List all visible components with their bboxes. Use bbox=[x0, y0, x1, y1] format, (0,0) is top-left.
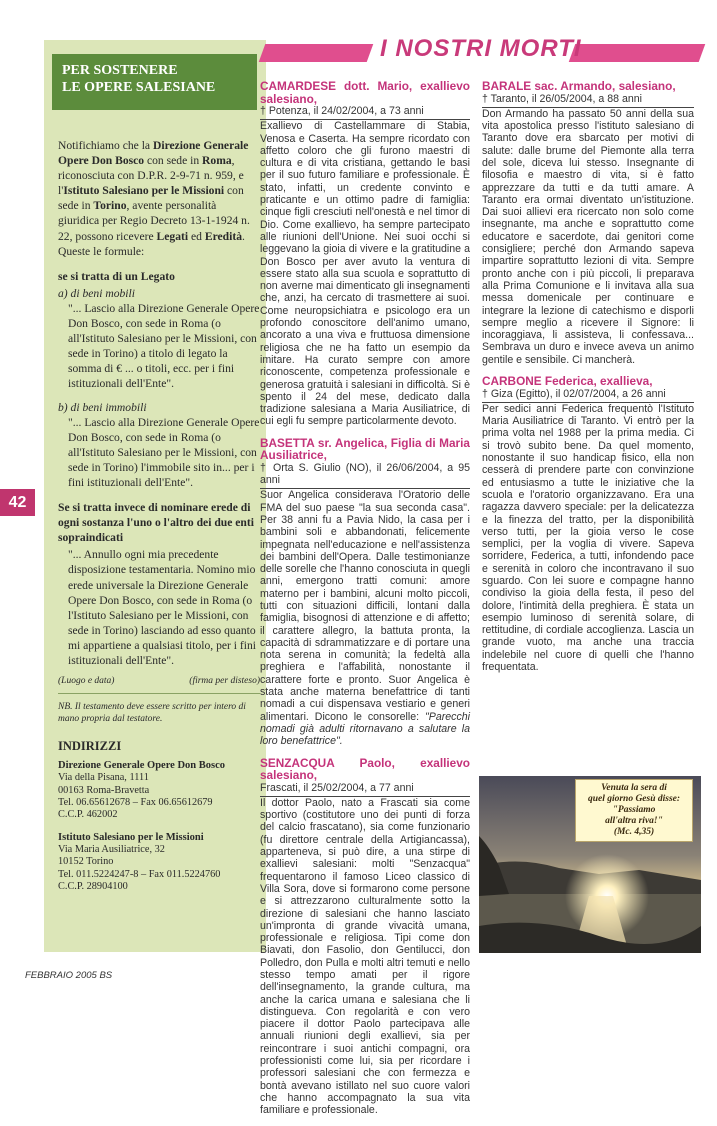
intro-text: . Queste le formule: bbox=[58, 229, 245, 258]
erede-text: "... Annullo ogni mia precedente disposizione testamentaria. Nomino mio erede universale la Direzione Generale Opere Don Bosco, con sede in Roma (o l'Istituto Salesiano per le Missioni, con sede in Torino) lasciando ad esso quanto mi appartiene a qualsiasi titolo, per i fini istituzionali dell'Ente". bbox=[68, 548, 257, 667]
column-2 bbox=[482, 80, 694, 682]
photo-caption bbox=[575, 779, 693, 842]
nb-note: NB. Il testamento deve essere scritto per intero di mano propria dal testatore. bbox=[58, 702, 246, 724]
intro-text: con sede in bbox=[144, 154, 203, 168]
obituary-name: CARBONE Federica, exallieva, bbox=[482, 374, 653, 389]
address-roma-city: 00163 Roma-Bravetta bbox=[58, 784, 150, 796]
obituary-body: Don Armando ha passato 50 anni della sua vita apostolica presso l'istituto salesiano di Taranto dove era sbarcato per motivi di salute: dalle brume del Piemonte alla terra del sole, diceva lui stesso. Insegnante di filosofia e maestro di vita, si è fatto apprezzare da tutti e da tutti amare. A Taranto era ormai diventato un'istituzione. Dai suoi allievi era ricercato non solo come insegnante, ma anche e soprattutto come educatore e sacerdote, dai genitori come consigliere; perché don Armando sapeva impartire soprattutto lezioni di vita. Sempre pronto anche con i più piccoli, li preparava alla Prima Comunione e li invitava alla sua messa domenicale per continuare e integrare la lezione di catechismo e disporli sempre meglio a ricevere il Signore: li incoraggiava, li assisteva, li confessava... Sembrava un duro e invece aveva un animo gentile e sensibile. Ci mancherà. bbox=[482, 107, 694, 366]
address-roma-ccp: C.C.P. 462002 bbox=[58, 809, 118, 821]
obituary-senzacqua bbox=[260, 757, 470, 1117]
obituary-name: BARALE sac. Armando, salesiano, bbox=[482, 79, 676, 93]
sidebar-divider bbox=[58, 693, 260, 694]
obituary-name: BASETTA sr. Angelica, Figlia di Maria Ausiliatrice, bbox=[260, 435, 470, 463]
caption-line: all'altra riva!" bbox=[605, 816, 663, 826]
sidebar-body bbox=[58, 138, 260, 903]
obituary-camardese bbox=[260, 80, 470, 428]
intro-text: , riconosciuta con D.P.R. 2-9-71 n. 959, e l' bbox=[58, 154, 244, 198]
address-torino-tel: Tel. 011.5224247-8 – Fax 011.5224760 bbox=[58, 868, 221, 880]
intro-bold: Direzione Generale Opere Don Bosco bbox=[58, 139, 249, 168]
intro-bold: Eredità bbox=[204, 229, 242, 243]
obituary-name: CAMARDESE dott. Mario, exallievo salesiano, bbox=[260, 79, 470, 106]
immobili-text: "... Lascio alla Direzione Generale Opere Don Bosco, con sede in Roma (o all'Istituto Salesiano per le Missioni, con sede in Torino) l'immobile sito in... per i fini istituzionali dell'Ente". bbox=[68, 415, 260, 489]
caption-line: quel giorno Gesù disse: bbox=[587, 794, 681, 804]
caption-line: "Passiamo bbox=[612, 805, 656, 815]
intro-bold: Istituto Salesiano per le Missioni bbox=[63, 184, 225, 198]
obituary-body: Il dottor Paolo, nato a Frascati sia come sportivo (costitutore uno dei punti di forza del calcio frascatano), sia come funzionario (fu direttore centrale della Artigiancassa), apparteneva, si può dire, a una stirpe di exallievi salesiani: molti "Senzacqua" frequentarono il famoso Liceo classico di Villa Sora, dove si formarono come persone e si attrezzarono culturalmente sotto la direzione di salesiani che hanno lasciato un'impronta di grande vivacità umana, professionale e religiosa. Tipi come don Biavati, don Fasolio, don Gentilucci, don Polledro, don Pulla e molti altri temuti e nello stesso tempo amati per il rigore dell'insegnamento, la grande cultura, ma anche la carica umana e salesiana che li distingueva. Con regolarità e con vero piacere il dottor Paolo partecipava alle annuali riunioni degli exallievi, sia per reincontrare i suoi antichi compagni, ora professionisti come lui, sia per ricordare i professori salesiani che con fermezza e bontà avevano istillato nel suo cuore valori che hanno accompagnato la sua vita familiare e professionale. bbox=[260, 796, 470, 1117]
page-number: 42 bbox=[0, 489, 35, 516]
intro-bold: Torino bbox=[93, 199, 127, 213]
intro-text: , avente personalità giuridica per Regio Decreto 13-1-1924 n. 22, possono ricevere bbox=[58, 199, 250, 243]
obituary-carbone bbox=[482, 375, 694, 673]
erede-heading: Se si tratta invece di nominare erede di ogni sostanza l'uno o l'altro dei due enti sopraindicati bbox=[58, 501, 254, 545]
address-torino-ccp: C.C.P. 28904100 bbox=[58, 880, 128, 892]
intro-text: con sede in bbox=[58, 184, 244, 213]
signature-line bbox=[58, 676, 260, 687]
header-bar-left bbox=[259, 44, 374, 62]
address-roma bbox=[58, 760, 260, 821]
obituary-meta: † Taranto, il 26/05/2004, a 88 anni bbox=[482, 93, 694, 108]
section-title: I NOSTRI MORTI bbox=[380, 35, 582, 62]
address-roma-street: Via della Pisana, 1111 bbox=[58, 772, 149, 784]
obituary-meta: † Orta S. Giulio (NO), il 26/06/2004, a 95 anni bbox=[260, 462, 470, 490]
addresses-heading: INDIRIZZI bbox=[58, 739, 122, 754]
sidebar-heading bbox=[52, 54, 257, 110]
obituary-meta: Frascati, il 25/02/2004, a 77 anni bbox=[260, 782, 470, 797]
address-torino-city: 10152 Torino bbox=[58, 856, 114, 868]
obituary-barale bbox=[482, 80, 694, 366]
address-torino-street: Via Maria Ausiliatrice, 32 bbox=[58, 843, 165, 855]
mobili-text: "... Lascio alla Direzione Generale Opere Don Bosco, con sede in Roma (o all'Istituto Salesiano per le Missioni, con sede in Torino) a titolo di legato la somma di € ... o titoli, ecc. per i fini istituzionali dell'Ente". bbox=[68, 301, 260, 391]
obituary-name: SENZACQUA Paolo, exallievo salesiano, bbox=[260, 755, 470, 783]
sidebar-heading-line1: PER SOSTENERE bbox=[62, 63, 178, 78]
address-torino-name: Istituto Salesiano per le Missioni bbox=[58, 831, 204, 843]
caption-reference: (Mc. 4,35) bbox=[613, 827, 655, 837]
obituary-body: Per sedici anni Federica frequentò l'Istituto Maria Ausiliatrice di Taranto. Vi entrò per la prima volta nel 1988 per la prima media. Ci si trovò subito bene. Da quel momento, nonostante il suo handicap fisico, ella non cesserà di prendere parte con convinzione ed entusiasmo a tutte le iniziative che la scuola e l'oratorio organizzavano. Era una ragazza davvero speciale: per la delicatezza e la finezza del tratto, per la disponibilità verso tutti, per la gioia verso le cose semplici, per la voglia di vivere. Sapeva sorridere, Federica, a tutti, infondendo pace e serenità in coloro che incontravano il suo sguardo. Con lei suore e compagne hanno condiviso la gioia della festa, il peso del dolore, l'intimità della preghiera. È stata un esempio luminoso di serenità solare, di rettitudine, di cordiale accoglienza. Lascia un grande vuoto, ma anche una traccia indelebile nel cuore di quelli che l'hanno frequentata. bbox=[482, 402, 694, 674]
obituary-body bbox=[260, 489, 470, 747]
intro-bold: Legati bbox=[156, 229, 189, 243]
immobili-label: b) di beni immobili bbox=[58, 400, 147, 414]
mobili-label: a) di beni mobili bbox=[58, 286, 135, 300]
obituary-body-text: Suor Angelica considerava l'Oratorio delle FMA del suo paese "la sua seconda casa". Per 38 anni fu a Pavia Nido, la casa per i bambini soli e abbandonati, felicemente impegnata nell'educazione e nell'assistenza dei bambini dell'Opera. Dalle testimonianze delle sorelle che l'hanno conosciuta in quegli anni, emergono tratti comuni: amore materno per i bambini, alcuni molto piccoli, tutti con situazioni difficili, lontani dalla famiglia, bisognosi di attenzione e di affetto; il carattere allegro, la battuta pronta, la capacità di sdrammatizzare e di portare una nota serena in comunità; la fedeltà alla preghiera e l'affabilità, nonostante il carattere forte e pronto. Suor Angelica è stata anche materna benefattrice di tanti nomadi a cui dispensava vestiario e generi alimentari. Dicono le consorelle: bbox=[260, 489, 470, 723]
footer-issue: FEBBRAIO 2005 BS bbox=[25, 970, 113, 981]
column-1 bbox=[260, 80, 470, 1126]
obituary-meta: † Giza (Egitto), il 02/07/2004, a 26 anni bbox=[482, 388, 694, 403]
obituary-meta: † Potenza, il 24/02/2004, a 73 anni bbox=[260, 105, 470, 120]
intro-text: Notifichiamo che la bbox=[58, 139, 153, 152]
legato-heading: se si tratta di un Legato bbox=[58, 269, 175, 283]
intro-bold: Roma bbox=[202, 154, 232, 168]
luogo-label: (Luogo e data) bbox=[58, 676, 115, 687]
caption-line: Venuta la sera di bbox=[601, 783, 667, 793]
header-bar-right bbox=[569, 44, 706, 62]
sidebar-intro bbox=[58, 138, 260, 259]
firma-label: (firma per disteso) bbox=[189, 676, 260, 687]
obituary-body: Exallievo di Castellammare di Stabia, Venosa e Caserta. Ha sempre ricordato con affetto coloro che gli furono maestri di cultura e di vita cristiana, gettando le basi per il suo futuro familiare e professionale. È stato, infatti, un credente convinto e praticante e un ottimo padre di famiglia: cinque figli cresciuti nell'onestà e nel timor di Dio. Come exallievo, ha sempre partecipato alle riunioni dell'Unione. Nei suoi occhi si leggevano la gioia di vivere e la gratitudine a Don Bosco per aver avuto la ventura di essere stato alla sua scuola e soprattutto di non averne mai dimenticato gli insegnamenti che, anzi, ha cercato di trasmettere ai suoi. Come neuropsichiatra e psicologo era un profondo conoscitore dell'animo umano, ancorato a una viva e fruttuosa dimensione religiosa che ne ha fatto un esempio da imitare. Ha curato sempre con amore riconoscente, competenza professionale e generosa gratuità i salesiani in difficoltà. Si è spento il 24 del mese, dedicato dalla tradizione salesiana a Maria Ausiliatrice, di cui egli fu sempre particolarmente devoto. bbox=[260, 120, 470, 428]
address-torino bbox=[58, 832, 260, 893]
address-roma-name: Direzione Generale Opere Don Bosco bbox=[58, 760, 225, 772]
obituary-basetta bbox=[260, 437, 470, 748]
intro-text: ed bbox=[188, 229, 205, 243]
sidebar-heading-line2: LE OPERE SALESIANE bbox=[62, 80, 216, 95]
obituary-quote: "Parecchi nomadi già adulti ritornavano a salutare la loro benefattrice". bbox=[260, 710, 470, 748]
address-roma-tel: Tel. 06.65612678 – Fax 06.65612679 bbox=[58, 797, 213, 809]
